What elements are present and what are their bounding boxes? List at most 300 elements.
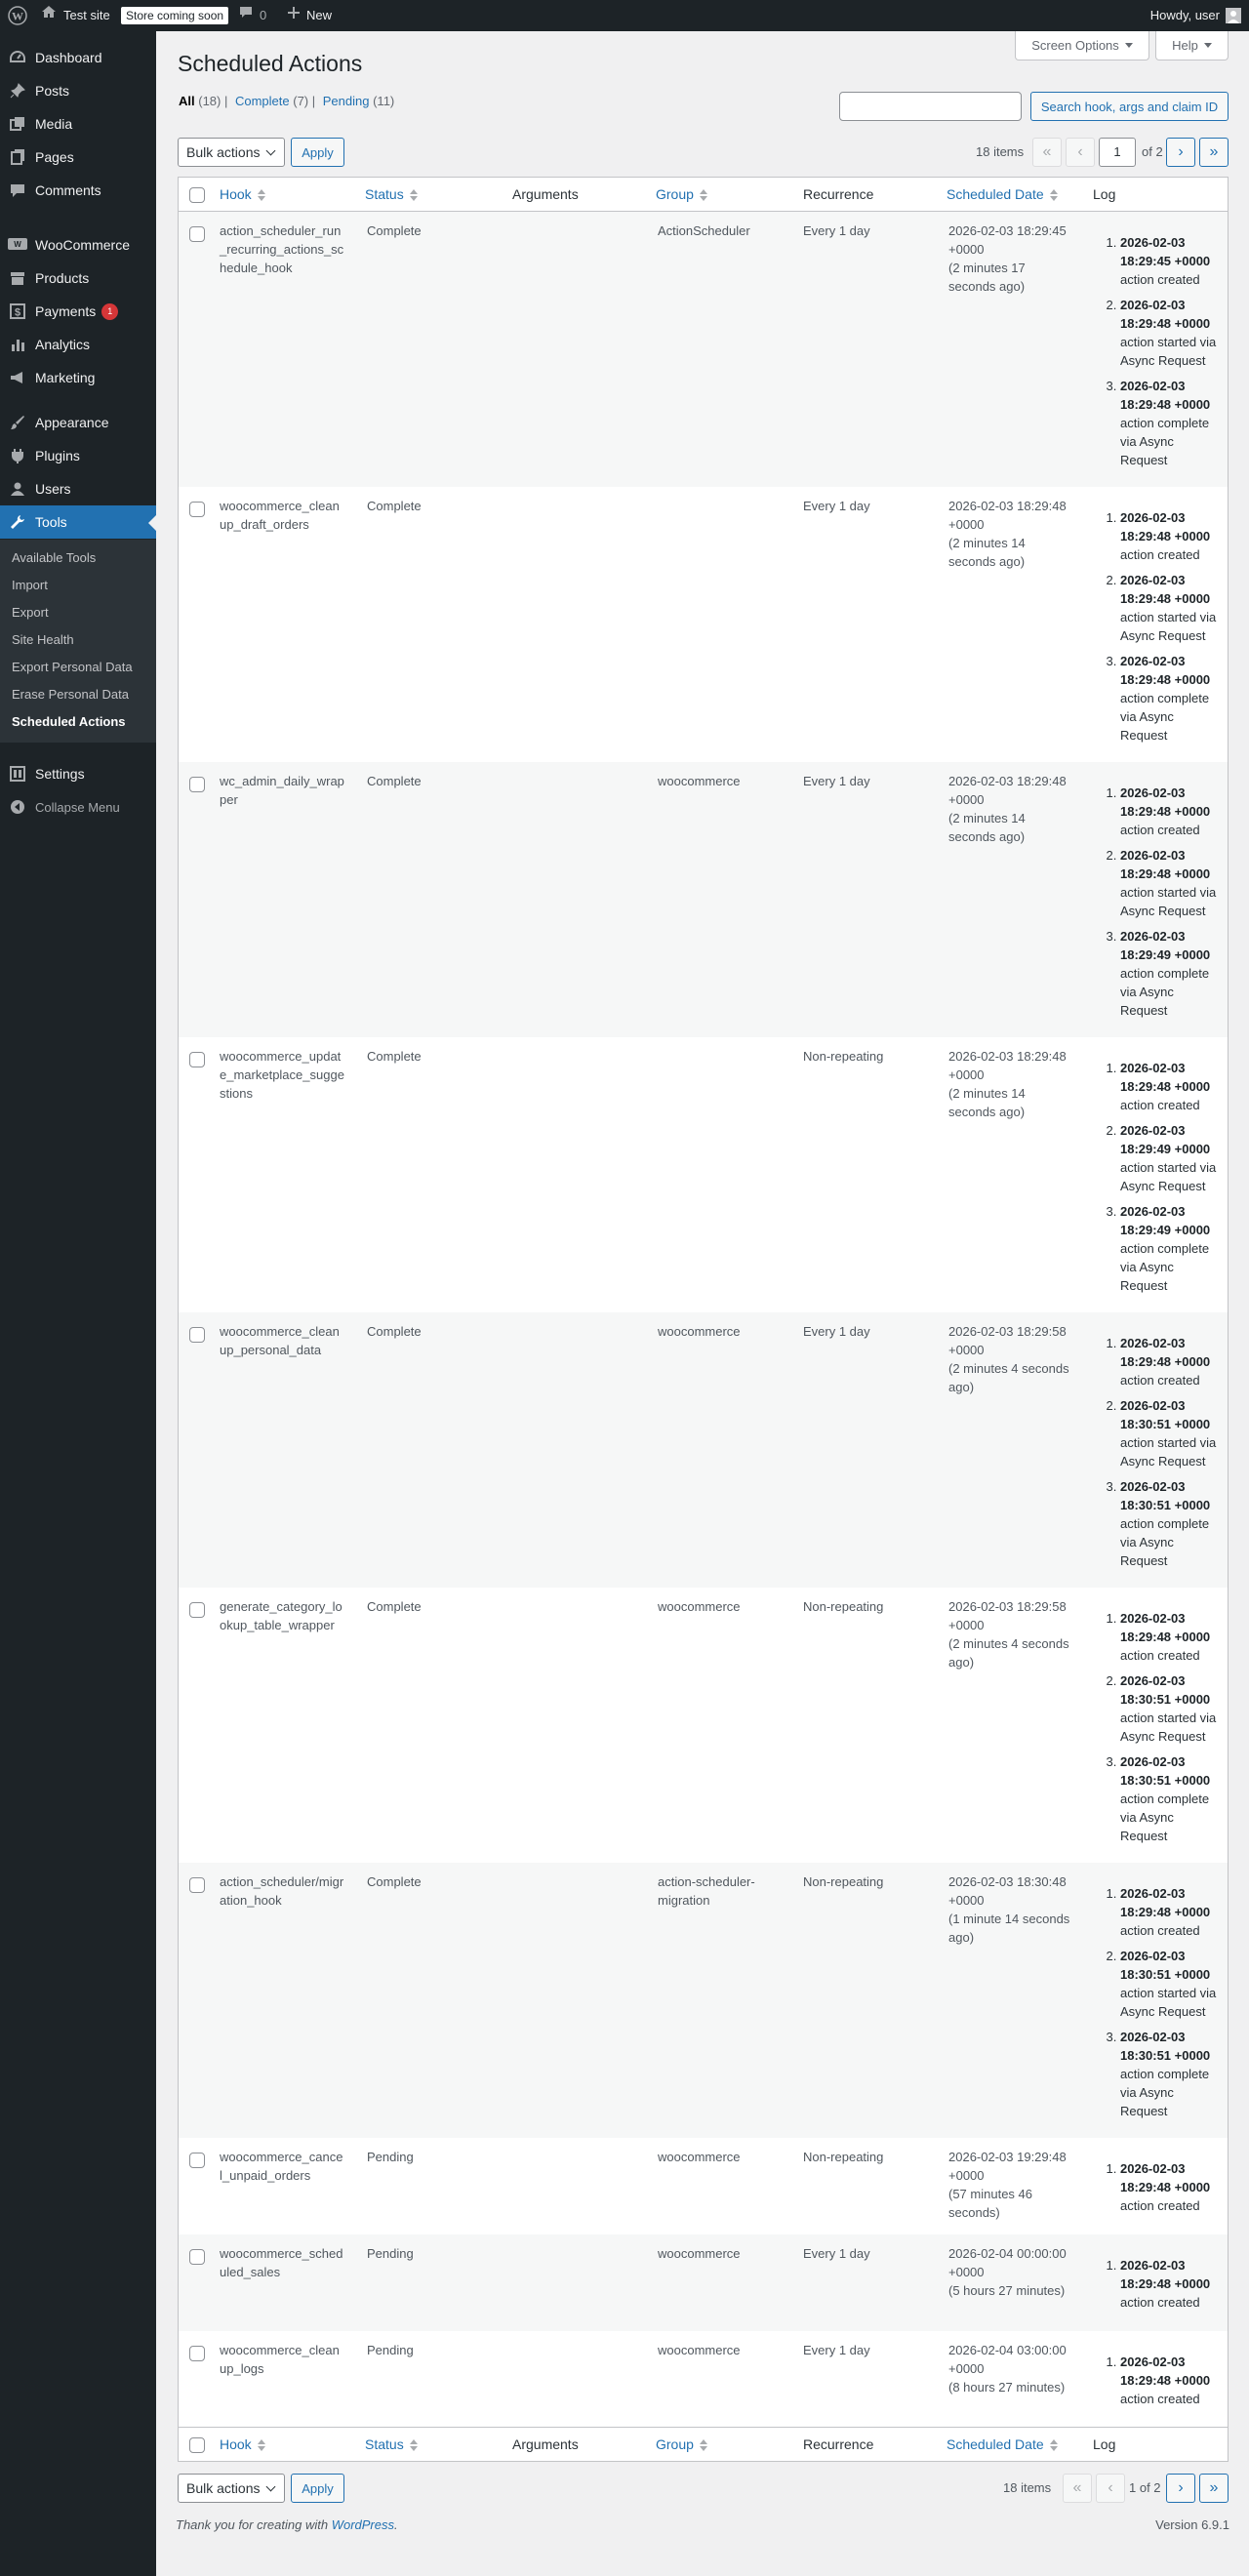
wordpress-logo-icon[interactable] (8, 0, 27, 31)
log-timestamp: 2026-02-03 18:29:49 +0000 (1120, 1204, 1211, 1237)
first-page-button-top[interactable]: « (1032, 138, 1062, 167)
log-message: action created (1120, 1648, 1200, 1663)
table-row (179, 212, 1228, 487)
cell-hook: woocommerce_updat e_marketplace_sugge stions (220, 1049, 344, 1101)
sort-icon (410, 2438, 418, 2452)
log-timestamp: 2026-02-03 18:29:49 +0000 (1120, 1123, 1211, 1156)
sidebar-item-label: Comments (35, 182, 101, 198)
log-message: action started via Async Request (1120, 1711, 1217, 1744)
log-message: action created (1120, 547, 1200, 562)
column-hook-footer[interactable] (220, 2428, 265, 2461)
sidebar-item-settings[interactable] (0, 757, 156, 790)
brush-icon (0, 414, 35, 431)
log-message: action started via Async Request (1120, 1160, 1217, 1193)
sidebar-item-posts[interactable] (0, 74, 156, 107)
cell-status: Complete (367, 1599, 422, 1614)
column-group-label: Group (656, 2436, 694, 2452)
cell-group: woocommerce (658, 1324, 741, 1339)
apply-button-top[interactable]: Apply (291, 138, 344, 167)
row-checkbox[interactable] (189, 226, 205, 242)
cell-scheduled-date: 2026-02-04 03:00:00 +0000 (8 hours 27 minutes) (948, 2343, 1067, 2395)
cell-scheduled-date: 2026-02-03 19:29:48 +0000 (57 minutes 46 seconds) (948, 2150, 1067, 2220)
log-entry (1120, 233, 1228, 289)
log-message: action started via Async Request (1120, 1435, 1217, 1469)
cell-hook: action_scheduler_run _recurring_actions_sc hedule_hook (220, 223, 344, 275)
new-content-link[interactable] (287, 0, 332, 31)
caret-down-icon (1125, 43, 1133, 48)
sidebar-item-label: Settings (35, 766, 85, 782)
sort-icon (700, 188, 707, 202)
plugin-icon (0, 447, 35, 464)
status-filters: All (18) | Complete (7) | Pending (11) (179, 94, 395, 108)
row-checkbox[interactable] (189, 777, 205, 792)
chevron-down-icon (266, 145, 276, 155)
log-message: action complete via Async Request (1120, 1791, 1210, 1843)
row-checkbox[interactable] (189, 502, 205, 517)
cell-recurrence: Non-repeating (803, 1599, 884, 1614)
search-button[interactable]: Search hook, args and claim ID (1030, 92, 1229, 121)
cell-log (1095, 1609, 1228, 1852)
table-row (179, 1588, 1228, 1863)
log-message: action started via Async Request (1120, 610, 1217, 643)
submenu-export[interactable]: Export (12, 605, 49, 620)
sidebar-item-products[interactable] (0, 262, 156, 295)
cell-scheduled-date: 2026-02-03 18:29:45 +0000 (2 minutes 17 seconds ago) (948, 223, 1067, 294)
wrench-icon (0, 513, 35, 531)
users-icon (0, 480, 35, 498)
sidebar-item-label: WooCommerce (35, 237, 130, 253)
log-timestamp: 2026-02-03 18:29:45 +0000 (1120, 235, 1211, 268)
row-checkbox[interactable] (189, 1052, 205, 1067)
filter-complete-label: Complete (234, 94, 290, 108)
cell-scheduled-date: 2026-02-03 18:29:48 +0000 (2 minutes 14 seconds ago) (948, 774, 1067, 844)
cell-group: woocommerce (658, 2343, 741, 2357)
filter-pending[interactable] (323, 94, 370, 108)
avatar (1226, 8, 1241, 23)
column-group-label: Group (656, 186, 694, 202)
prev-page-button-bottom[interactable]: ‹ (1096, 2474, 1125, 2503)
sidebar-item-label: Analytics (35, 337, 91, 352)
cell-recurrence: Non-repeating (803, 2150, 884, 2164)
log-timestamp: 2026-02-03 18:30:51 +0000 (1120, 1479, 1211, 1512)
cell-status: Complete (367, 499, 422, 513)
log-message: action started via Async Request (1120, 1986, 1217, 2019)
log-timestamp: 2026-02-03 18:29:49 +0000 (1120, 929, 1211, 962)
bulk-actions-label: Bulk actions (186, 2480, 261, 2496)
sidebar-item-appearance[interactable] (0, 406, 156, 439)
select-all-checkbox-footer[interactable] (189, 2437, 205, 2453)
column-status-label: Status (365, 186, 404, 202)
cell-scheduled-date: 2026-02-03 18:29:58 +0000 (2 minutes 4 seconds ago) (948, 1599, 1069, 1670)
row-checkbox[interactable] (189, 2346, 205, 2361)
cell-group: woocommerce (658, 2246, 741, 2261)
collapse-menu-button[interactable] (0, 790, 156, 824)
cell-log (1095, 2159, 1228, 2222)
table-row (179, 1863, 1228, 2138)
total-pages-text: of 2 (1142, 144, 1163, 159)
cell-log (1095, 2256, 1228, 2318)
store-status-link[interactable] (121, 0, 228, 31)
filter-all[interactable] (179, 94, 195, 108)
table-row (179, 762, 1228, 1037)
cell-hook: woocommerce_cance l_unpaid_orders (220, 2150, 343, 2183)
apply-button-bottom[interactable]: Apply (291, 2474, 344, 2503)
comments-count: 0 (260, 8, 267, 22)
svg-text:$: $ (14, 306, 21, 319)
pin-icon (0, 82, 35, 100)
log-timestamp: 2026-02-03 18:29:48 +0000 (1120, 1336, 1211, 1369)
items-count-bottom: 18 items (1003, 2480, 1052, 2495)
log-timestamp: 2026-02-03 18:29:48 +0000 (1120, 1611, 1211, 1644)
filter-all-label: All (179, 94, 195, 108)
search-input[interactable] (839, 92, 1022, 121)
items-count-top: 18 items (976, 144, 1025, 159)
svg-text:W: W (14, 240, 21, 249)
log-entry (1120, 1477, 1228, 1570)
sidebar-item-label: Pages (35, 149, 74, 165)
log-entry (1120, 1609, 1228, 1665)
table-row (179, 487, 1228, 762)
sidebar-item-label: Products (35, 270, 90, 286)
cell-hook: woocommerce_clean up_logs (220, 2343, 340, 2376)
filter-complete[interactable] (235, 94, 290, 108)
filter-pending-label: Pending (322, 94, 370, 108)
page-icon (0, 148, 35, 166)
sidebar-item-label: Dashboard (35, 50, 102, 65)
submenu-erase-personal-data[interactable]: Erase Personal Data (12, 687, 129, 702)
cell-status: Complete (367, 223, 422, 238)
cell-log (1095, 1884, 1228, 2127)
next-page-button-top[interactable]: › (1166, 138, 1195, 167)
cell-log (1095, 508, 1228, 751)
log-timestamp: 2026-02-03 18:29:48 +0000 (1120, 848, 1211, 881)
woo-icon (0, 238, 35, 252)
cell-recurrence: Every 1 day (803, 2246, 870, 2261)
current-page-input[interactable]: 1 (1099, 138, 1136, 167)
page-title: Scheduled Actions (178, 51, 363, 76)
log-entry (1120, 2353, 1228, 2408)
filter-all-count: (18) (198, 94, 222, 108)
log-timestamp: 2026-02-03 18:30:51 +0000 (1120, 2030, 1211, 2063)
log-entry (1120, 2159, 1228, 2215)
log-timestamp: 2026-02-03 18:30:51 +0000 (1120, 1398, 1211, 1431)
cell-recurrence: Every 1 day (803, 774, 870, 788)
bulk-actions-label: Bulk actions (186, 144, 261, 160)
admin-bar (0, 0, 1249, 31)
cell-group: action-scheduler- migration (658, 1874, 755, 1908)
sidebar-item-label: Media (35, 116, 73, 132)
tools-submenu (0, 540, 156, 743)
footer-thanks (176, 2517, 398, 2532)
help-button[interactable] (1155, 31, 1229, 60)
site-name: Test site (63, 8, 110, 22)
log-message: action created (1120, 1098, 1200, 1112)
site-name-link[interactable] (41, 0, 110, 31)
column-arguments-footer: Arguments (512, 2436, 579, 2452)
column-status-footer[interactable] (365, 2428, 418, 2461)
wordpress-link[interactable]: WordPress (331, 2517, 394, 2532)
sidebar-item-label: Plugins (35, 448, 80, 463)
log-timestamp: 2026-02-03 18:29:48 +0000 (1120, 379, 1211, 412)
table-footer (179, 2427, 1228, 2461)
cell-recurrence: Every 1 day (803, 223, 870, 238)
comment-icon (0, 181, 35, 199)
table-row (179, 2138, 1228, 2234)
store-status-badge: Store coming soon (121, 7, 228, 24)
log-entry (1120, 927, 1228, 1020)
filter-pending-count: (11) (373, 94, 395, 108)
log-entry (1120, 1947, 1228, 2021)
log-timestamp: 2026-02-03 18:30:51 +0000 (1120, 1949, 1211, 1982)
cell-group: ActionScheduler (658, 223, 750, 238)
log-message: action complete via Async Request (1120, 2067, 1210, 2118)
column-recurrence-footer: Recurrence (803, 2436, 874, 2452)
howdy-text: Howdy, user (1149, 8, 1220, 22)
column-scheduled-date-footer[interactable] (947, 2428, 1058, 2461)
filter-complete-count: (7) (293, 94, 309, 108)
sidebar-item-label: Appearance (35, 415, 109, 430)
column-scheduled-date[interactable] (947, 178, 1058, 211)
caret-down-icon (1204, 43, 1212, 48)
log-timestamp: 2026-02-03 18:29:48 +0000 (1120, 654, 1211, 687)
row-checkbox[interactable] (189, 1327, 205, 1343)
cell-recurrence: Non-repeating (803, 1049, 884, 1064)
log-timestamp: 2026-02-03 18:29:48 +0000 (1120, 1886, 1211, 1919)
cell-scheduled-date: 2026-02-03 18:29:48 +0000 (2 minutes 14 seconds ago) (948, 1049, 1067, 1119)
log-timestamp: 2026-02-03 18:29:48 +0000 (1120, 510, 1211, 543)
megaphone-icon (0, 369, 35, 386)
log-entry (1120, 1752, 1228, 1845)
log-timestamp: 2026-02-03 18:30:51 +0000 (1120, 1673, 1211, 1707)
log-entry (1120, 377, 1228, 469)
log-timestamp: 2026-02-03 18:29:48 +0000 (1120, 2355, 1211, 2388)
sidebar-item-tools[interactable] (0, 505, 156, 539)
cell-hook: woocommerce_sched uled_sales (220, 2246, 343, 2279)
screen-options-button[interactable] (1015, 31, 1149, 60)
log-entry (1120, 652, 1228, 745)
log-message: action created (1120, 272, 1200, 287)
log-message: action created (1120, 1923, 1200, 1938)
log-entry (1120, 1884, 1228, 1940)
version-text: Version 6.9.1 (1155, 2517, 1229, 2532)
cell-log (1095, 2353, 1228, 2415)
cell-scheduled-date: 2026-02-03 18:30:48 +0000 (1 minute 14 seconds ago) (948, 1874, 1070, 1945)
comment-icon (238, 0, 254, 31)
settings-icon (0, 765, 35, 783)
cell-group: woocommerce (658, 774, 741, 788)
sidebar-item-analytics[interactable] (0, 328, 156, 361)
cell-hook: woocommerce_clean up_personal_data (220, 1324, 340, 1357)
log-timestamp: 2026-02-03 18:29:48 +0000 (1120, 1061, 1211, 1094)
log-message: action started via Async Request (1120, 885, 1217, 918)
cell-hook: action_scheduler/migr ation_hook (220, 1874, 344, 1908)
collapse-icon (0, 799, 35, 815)
cell-status: Complete (367, 1874, 422, 1889)
bar-chart-icon (0, 336, 35, 353)
log-message: action complete via Async Request (1120, 691, 1210, 743)
log-entry (1120, 1059, 1228, 1114)
sidebar-item-woocommerce[interactable] (0, 228, 156, 262)
log-entry (1120, 2256, 1228, 2312)
home-icon (41, 0, 57, 31)
column-hook[interactable] (220, 178, 265, 211)
row-checkbox[interactable] (189, 1602, 205, 1618)
column-status-label: Status (365, 2436, 404, 2452)
row-checkbox[interactable] (189, 2249, 205, 2265)
table-header (179, 178, 1228, 212)
column-group[interactable] (656, 178, 707, 211)
sidebar-item-pages[interactable] (0, 141, 156, 174)
log-entry (1120, 1121, 1228, 1195)
sidebar-item-media[interactable] (0, 107, 156, 141)
column-log: Log (1093, 186, 1116, 202)
sidebar-item-label: Payments (35, 303, 97, 319)
sidebar-item-label: Users (35, 481, 71, 497)
new-label: New (306, 8, 333, 22)
log-timestamp: 2026-02-03 18:29:48 +0000 (1120, 2258, 1211, 2291)
sidebar-item-label: Tools (35, 514, 67, 530)
prev-page-button-top[interactable]: ‹ (1066, 138, 1095, 167)
sort-icon (1050, 188, 1058, 202)
log-entry (1120, 1396, 1228, 1470)
bulk-actions-select-top[interactable] (178, 138, 285, 167)
cell-log (1095, 1334, 1228, 1577)
column-scheduled-date-label: Scheduled Date (947, 186, 1044, 202)
row-checkbox[interactable] (189, 1877, 205, 1893)
cell-status: Pending (367, 2343, 414, 2357)
screen-options-label: Screen Options (1031, 38, 1119, 53)
column-recurrence: Recurrence (803, 186, 874, 202)
log-message: action complete via Async Request (1120, 1516, 1210, 1568)
log-timestamp: 2026-02-03 18:29:48 +0000 (1120, 573, 1211, 606)
dollar-icon (0, 302, 35, 320)
sidebar-item-marketing[interactable] (0, 361, 156, 394)
sort-icon (258, 2438, 265, 2452)
cell-scheduled-date: 2026-02-04 00:00:00 +0000 (5 hours 27 minutes) (948, 2246, 1067, 2298)
my-account-link[interactable] (1150, 0, 1241, 31)
dashboard-icon (0, 49, 35, 66)
table-row (179, 1312, 1228, 1588)
chevron-down-icon (266, 2481, 276, 2491)
log-entry (1120, 571, 1228, 645)
plus-icon (287, 0, 301, 31)
log-message: action started via Async Request (1120, 335, 1217, 368)
table-row (179, 1037, 1228, 1312)
cell-status: Complete (367, 1324, 422, 1339)
cell-hook: wc_admin_daily_wrap per (220, 774, 344, 807)
page-indicator-bottom: 1 of 2 (1129, 2480, 1161, 2495)
next-page-button-bottom[interactable]: › (1166, 2474, 1195, 2503)
column-arguments: Arguments (512, 186, 579, 202)
sidebar-item-label: Posts (35, 83, 70, 99)
submenu-import[interactable]: Import (12, 578, 48, 592)
column-group-footer[interactable] (656, 2428, 707, 2461)
sidebar-item-dashboard[interactable] (0, 41, 156, 74)
cell-status: Pending (367, 2150, 414, 2164)
footer-thanks-prefix: Thank you for creating with (176, 2517, 329, 2532)
sort-icon (1050, 2438, 1058, 2452)
first-page-button-bottom[interactable]: « (1063, 2474, 1092, 2503)
payments-badge: 1 (101, 303, 118, 320)
cell-recurrence: Every 1 day (803, 2343, 870, 2357)
sort-icon (410, 188, 418, 202)
cell-status: Complete (367, 774, 422, 788)
column-status[interactable] (365, 178, 418, 211)
log-timestamp: 2026-02-03 18:29:48 +0000 (1120, 785, 1211, 819)
log-message: action created (1120, 2198, 1200, 2213)
table-row (179, 2331, 1228, 2428)
submenu-scheduled-actions[interactable]: Scheduled Actions (12, 714, 126, 729)
svg-text:W: W (12, 9, 23, 23)
log-message: action created (1120, 823, 1200, 837)
submenu-site-health[interactable]: Site Health (12, 632, 74, 647)
help-label: Help (1172, 38, 1198, 53)
cell-log (1095, 784, 1228, 1026)
comments-link[interactable] (238, 0, 266, 31)
admin-sidebar (0, 31, 156, 2576)
cell-group: woocommerce (658, 1599, 741, 1614)
column-hook-label: Hook (220, 2436, 252, 2452)
submenu-export-personal-data[interactable]: Export Personal Data (12, 660, 133, 674)
last-page-button-top[interactable]: » (1199, 138, 1229, 167)
column-scheduled-date-label: Scheduled Date (947, 2436, 1044, 2452)
cell-recurrence: Every 1 day (803, 499, 870, 513)
row-checkbox[interactable] (189, 2153, 205, 2168)
log-message: action created (1120, 2392, 1200, 2406)
log-message: action complete via Async Request (1120, 1241, 1210, 1293)
last-page-button-bottom[interactable]: » (1199, 2474, 1229, 2503)
cell-log (1095, 233, 1228, 476)
sidebar-item-comments[interactable] (0, 174, 156, 207)
log-entry (1120, 784, 1228, 839)
log-entry (1120, 1202, 1228, 1295)
table-row (179, 2234, 1228, 2331)
cell-hook: woocommerce_clean up_draft_orders (220, 499, 340, 532)
column-log-footer: Log (1093, 2436, 1116, 2452)
cell-status: Pending (367, 2246, 414, 2261)
cell-status: Complete (367, 1049, 422, 1064)
select-all-checkbox[interactable] (189, 187, 205, 203)
sort-icon (258, 188, 265, 202)
cell-scheduled-date: 2026-02-03 18:29:48 +0000 (2 minutes 14 seconds ago) (948, 499, 1067, 569)
log-entry (1120, 1334, 1228, 1389)
log-entry (1120, 2028, 1228, 2120)
log-message: action complete via Async Request (1120, 416, 1210, 467)
submenu-available-tools[interactable]: Available Tools (12, 550, 97, 565)
log-entry (1120, 1671, 1228, 1746)
log-message: action created (1120, 1373, 1200, 1388)
cell-hook: generate_category_lo okup_table_wrapper (220, 1599, 342, 1632)
sidebar-item-payments[interactable] (0, 295, 156, 328)
bulk-actions-select-bottom[interactable] (178, 2474, 285, 2503)
footer-thanks-suffix: . (394, 2517, 398, 2532)
cell-scheduled-date: 2026-02-03 18:29:58 +0000 (2 minutes 4 seconds ago) (948, 1324, 1069, 1394)
cell-recurrence: Non-repeating (803, 1874, 884, 1889)
cell-group: woocommerce (658, 2150, 741, 2164)
sidebar-item-plugins[interactable] (0, 439, 156, 472)
sidebar-item-users[interactable] (0, 472, 156, 505)
log-message: action created (1120, 2295, 1200, 2310)
scheduled-actions-table (178, 177, 1229, 2462)
log-entry (1120, 846, 1228, 920)
sidebar-item-label: Collapse Menu (35, 799, 120, 815)
log-timestamp: 2026-02-03 18:29:48 +0000 (1120, 298, 1211, 331)
sidebar-item-label: Marketing (35, 370, 96, 385)
log-message: action complete via Async Request (1120, 966, 1210, 1018)
media-icon (0, 115, 35, 133)
log-timestamp: 2026-02-03 18:30:51 +0000 (1120, 1754, 1211, 1788)
cell-log (1095, 1059, 1228, 1302)
